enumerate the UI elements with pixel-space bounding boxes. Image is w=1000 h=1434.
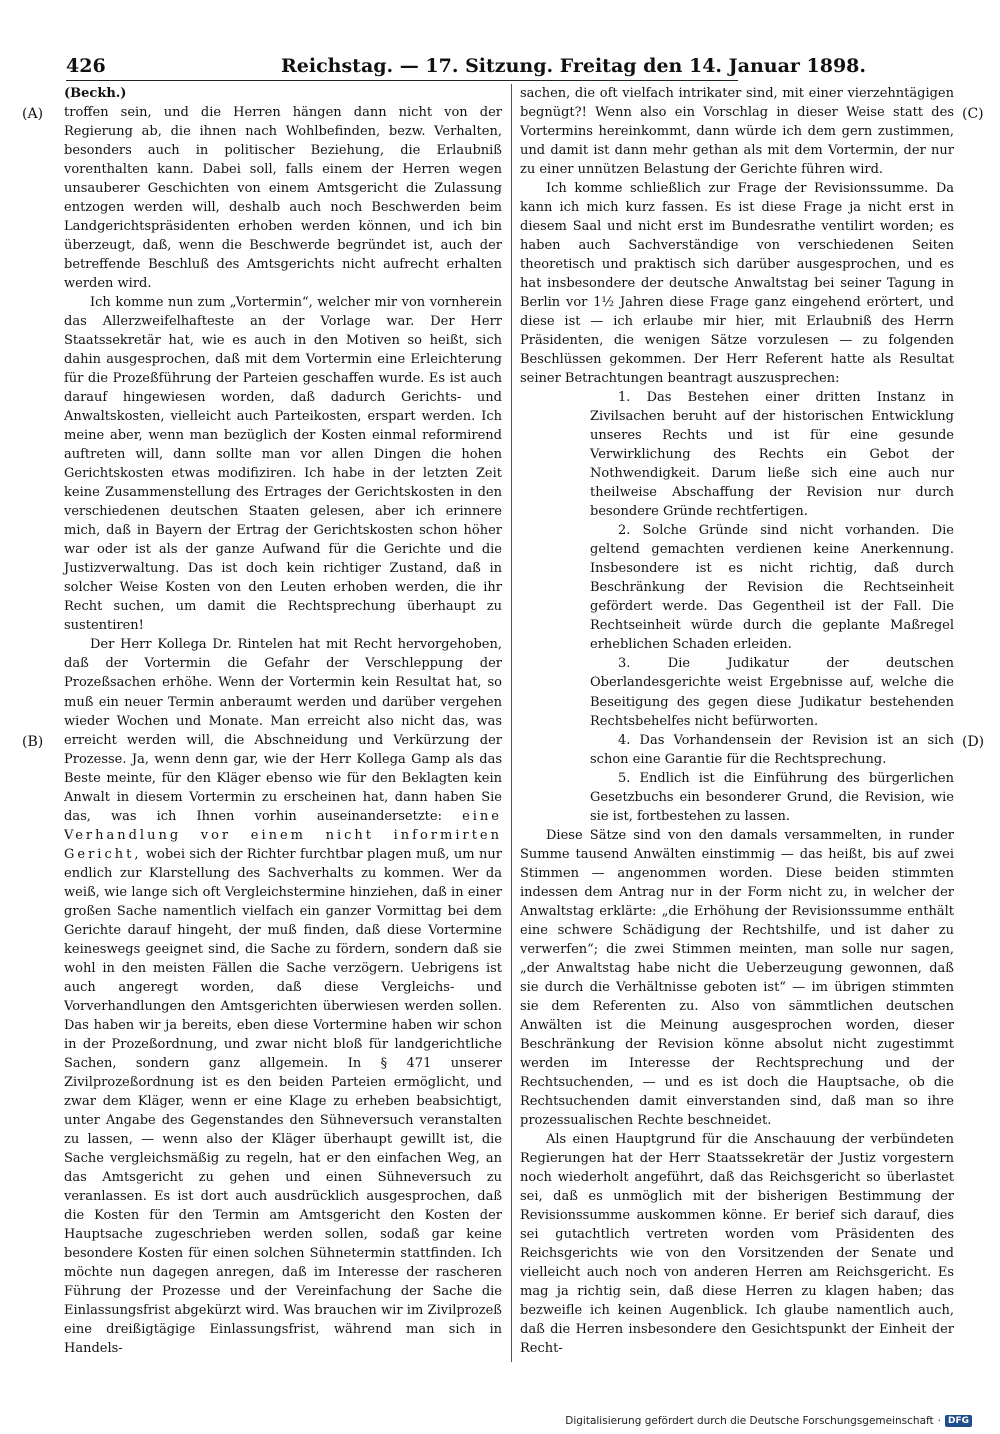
resolution-item: 3. Die Judikatur der deutschen Oberlandesgerichte weist Ergebnisse auf, welche die Beseitigung des gegen diese Judikatur bestehenden Rechtsbehelfes nicht befürworten. xyxy=(590,656,954,729)
margin-marker-d: (D) xyxy=(962,734,985,750)
margin-marker-c: (C) xyxy=(962,106,984,122)
paragraph: Diese Sätze sind von den damals versammelten, in runder Summe tausend Anwälten einstimmig — das heißt, bis auf zwei Stimmen — angenommen worden. Diese beiden stimmten indessen dem Antrag nur in der Form nicht zu, in welcher der Anwaltstag erklärte: „die Erhöhung der Revisionssumme enthält eine schwere Schädigung der Rechtshilfe, und ist daher zu verwerfen“; die zwei Stimmen meinten, man solle nur sagen, „der Anwaltstag habe nicht die Ueberzeugung gewonnen, daß sie durch die Verhältnisse geboten ist“ — im übrigen stimmten sie dem Referenten zu. Also von sämmtlichen deutschen Anwälten ist die Meinung ausgesprochen worden, dieser Beschränkung der Revision könne absolut nicht zugestimmt werden im Interesse der Rechtsprechung und der Rechtsuchenden, — und es ist doch die Hauptsache, ob die Rechtsuchenden damit einverstanden sind, daß man so ihre prozessualischen Rechte beschneidet. xyxy=(520,827,954,1128)
digitization-credit xyxy=(565,1415,972,1427)
paragraph xyxy=(64,635,502,1358)
page-running-title: Reichstag. — 17. Sitzung. Freitag den 14. Januar 1898. xyxy=(281,55,867,77)
paragraph-text: wobei sich der Richter furchtbar plagen muß, um nur endlich zur Klarstellung des Sachverhalts zu kommen. Wer da weiß, wie lange sich oft Vergleichstermine hinziehen, daß in einer großen Sache namentlich vielfach ein ganzer Vormittag bei dem Gerichte darauf hingeht, der muß finden, daß diese Vortermine keineswegs geeignet sind, die Sache zu fördern, sondern daß sie wohl in den meisten Fällen die Sache verzögern. Uebrigens ist auch angeregt worden, daß diese Vergleichs- und Vorverhandlungen den Amtsgerichten überwiesen werden sollen. Das haben wir ja bereits, eben diese Vortermine haben wir schon in der Prozeßordnung, und zwar nicht bloß für landgerichtliche Sachen, sondern ganz allgemein. In § 471 unserer Zivilprozeßordnung ist es den beiden Parteien ermöglicht, und zwar dem Kläger, wenn er eine Klage zu erheben beabsichtigt, unter Angabe des Gegenstandes den Sühneversuch veranstalten zu lassen, — wenn also der Kläger überhaupt gewillt ist, die Sache vergleichsmäßig zu regeln, hat er den einfachen Weg, an das Amtsgericht zu gehen und einen Sühneversuch zu veranlassen. Es ist dort auch ausdrücklich ausgesprochen, daß die Kosten für den Termin am Amtsgericht den Kosten der Hauptsache zugeschrieben werden sollen, sodaß gar keine besondere Kosten für einen solchen Sühnetermin stattfinden. Ich möchte nun dagegen anregen, daß im Interesse der rascheren Führung der Prozesse und der Vereinfachung der Sache die Einlassungsfrist abgekürzt wird. Was brauchen wir im Zivilprozeß eine dreißigtägige Einlassungsfrist, während man sich in Handels- xyxy=(64,846,502,1357)
paragraph-text: Der Herr Kollega Dr. Rintelen hat mit Recht hervorgehoben, daß der Vortermin die Gefahr der Verschleppung der Prozeßsachen erhöhe. Wenn der Vortermin kein Resultat hat, so muß ein neuer Termin anberaumt werden und darüber vergehen wieder Wochen und Monate. Man erreicht also nicht das, was erreicht werden will, die Abschneidung und Verkürzung der Prozesse. Ja, wenn denn gar, wie der Herr Kollega Gamp als das Beste meinte, für den Kläger ebenso wie für den Beklagten kein Anwalt in diesem Vortermin zu erscheinen hat, dann haben Sie das, was ich Ihnen vorhin auseinandersetzte: xyxy=(64,637,502,824)
speaker-name: (Beckh.) xyxy=(64,86,127,101)
paragraph: Ich komme nun zum „Vortermin“, welcher mir von vornherein das Allerzweifelhafteste an der Vorlage war. Der Herr Staatssekretär hat, wie es auch in den Motiven so heißt, sich dahin ausgesprochen, daß mit dem Vortermin eine Erleichterung für die Prozeßführung der Parteien geschaffen wurde. Es ist auch darauf hingewiesen worden, daß dadurch Gerichts- und Anwaltskosten, vielleicht auch Parteikosten, erspart werden. Ich meine aber, wenn man bezüglich der Kosten einmal reformirend auftreten will, dann sollte man vor allen Dingen die hohen Gerichtskosten etwas modifiziren. Ich habe in der letzten Zeit keine Zusammenstellung des Ertrages der Gerichtskosten in den verschiedenen deutschen Staaten gelesen, aber ich erinnere mich, daß in Bayern der Ertrag der Gerichtskosten schon höher war oder ist als der ganze Aufwand für die Gerichte und die Justizverwaltung. Das ist doch kein richtiger Zustand, daß in solcher Weise Kosten von den Leuten erhoben werden, die ihr Recht suchen, um damit die Rechtsprechung überhaupt zu sustentiren! xyxy=(64,295,502,634)
margin-marker-a: (A) xyxy=(22,106,44,122)
left-column xyxy=(64,84,502,1358)
paragraph: troffen sein, und die Herren hängen dann nicht von der Regierung ab, die ihnen nach Wohlbefinden, bezw. Verhalten, besonders auch in politischer Beziehung, die Erlaubniß vorenthalten kann. Dabei soll, falls einem der Herren wegen unsauberer Geschichten von einem Amtsgericht die Zulassung entzogen werden will, deshalb auch noch Beschwerden beim Landgerichtspräsidenten erhoben werden können, und ich bin überzeugt, daß, wenn die Beschwerde begründet ist, auch der betreffende Beschluß des Amtsgerichts nicht aufrecht erhalten werden wird. xyxy=(64,105,502,292)
paragraph: Ich komme schließlich zur Frage der Revisionssumme. Da kann ich mich kurz fassen. Es ist diese Frage ja nicht erst in diesem Saal und nicht erst im Bundesrathe ventilirt worden; es haben auch Sachverständige von verschiedenen Seiten theoretisch und praktisch sich darüber ausgesprochen, und es hat insbesondere der deutsche Anwaltstag bei seiner Tagung in Berlin vor 1½ Jahren diese Frage ganz eingehend erörtert, und diese ist — ich erlaube mir hier, mit Erlaubniß des Herrn Präsidenten, die wenigen Sätze vorzulesen — zu folgenden Beschlüssen gekommen. Der Herr Referent hatte als Resultat seiner Betrachtungen beantragt auszusprechen: xyxy=(520,181,954,387)
margin-marker-b: (B) xyxy=(22,734,44,750)
credit-text: Digitalisierung gefördert durch die Deutsche Forschungsgemeinschaft xyxy=(565,1415,934,1427)
resolution-item: 2. Solche Gründe sind nicht vorhanden. Die geltend gemachten verdienen keine Anerkennung. Insbesondere ist es nicht richtig, daß durch Beschränkung der Revision die Rechtseinheit gefördert werde. Das Gegentheil ist der Fall. Die Rechtseinheit würde durch die geplante Maßregel erheblichen Schaden erleiden. xyxy=(590,523,954,653)
resolution-item: 5. Endlich ist die Einführung des bürgerlichen Gesetzbuchs ein besonderer Grund, die Revision, wie sie ist, fortbestehen zu lassen. xyxy=(590,770,954,824)
page-number: 426 xyxy=(66,55,106,77)
dfg-logo: DFG xyxy=(945,1415,972,1427)
spaced-emphasis: eine Verhandlung vor einem nicht informirten Gericht, xyxy=(64,808,502,862)
resolution-item: 4. Das Vorhandensein der Revision ist an sich schon eine Garantie für die Rechtsprechung. xyxy=(590,732,954,767)
right-column xyxy=(520,84,954,1358)
paragraph: sachen, die oft vielfach intrikater sind, mit einer vierzehntägigen begnügt?! Wenn also ein Vorschlag in dieser Weise statt des Vortermins hereinkommt, dann würde ich dem gern zustimmen, und damit ist dann mehr gethan als mit dem Vortermin, der nur zu einer unnützen Belastung der Gerichte führen wird. xyxy=(520,86,954,178)
paragraph: Als einen Hauptgrund für die Anschauung der verbündeten Regierungen hat der Herr Staatssekretär der Justiz vorgestern noch wiederholt angeführt, daß das Reichsgericht so überlastet sei, daß es unmöglich mit der bisherigen Bestimmung der Revisionssumme auskommen könne. Er berief sich darauf, dies sei gutachtlich vertreten worden vom Präsidenten des Reichsgerichts wie von den Vorsitzenden der Senate und vielleicht auch noch von anderen Herren am Reichsgericht. Es mag ja richtig sein, daß diese Herren zu klagen haben; das bezweifle ich keinen Augenblick. Ich glaube namentlich auch, daß die Herren insbesondere den Gesichtspunkt der Einheit der Recht- xyxy=(520,1131,954,1357)
column-divider xyxy=(511,84,512,1362)
resolution-item: 1. Das Bestehen einer dritten Instanz in Zivilsachen beruht auf der historischen Entwicklung unseres Rechts und ist für eine gesunde Verwirklichung des Rechts ein Gebot der Nothwendigkeit. Darum ließe sich eine auch nur theilweise Abschaffung der Revision nur durch besondere Gründe rechtfertigen. xyxy=(590,390,954,520)
header-rule xyxy=(66,80,738,81)
credit-separator: · xyxy=(937,1415,941,1427)
